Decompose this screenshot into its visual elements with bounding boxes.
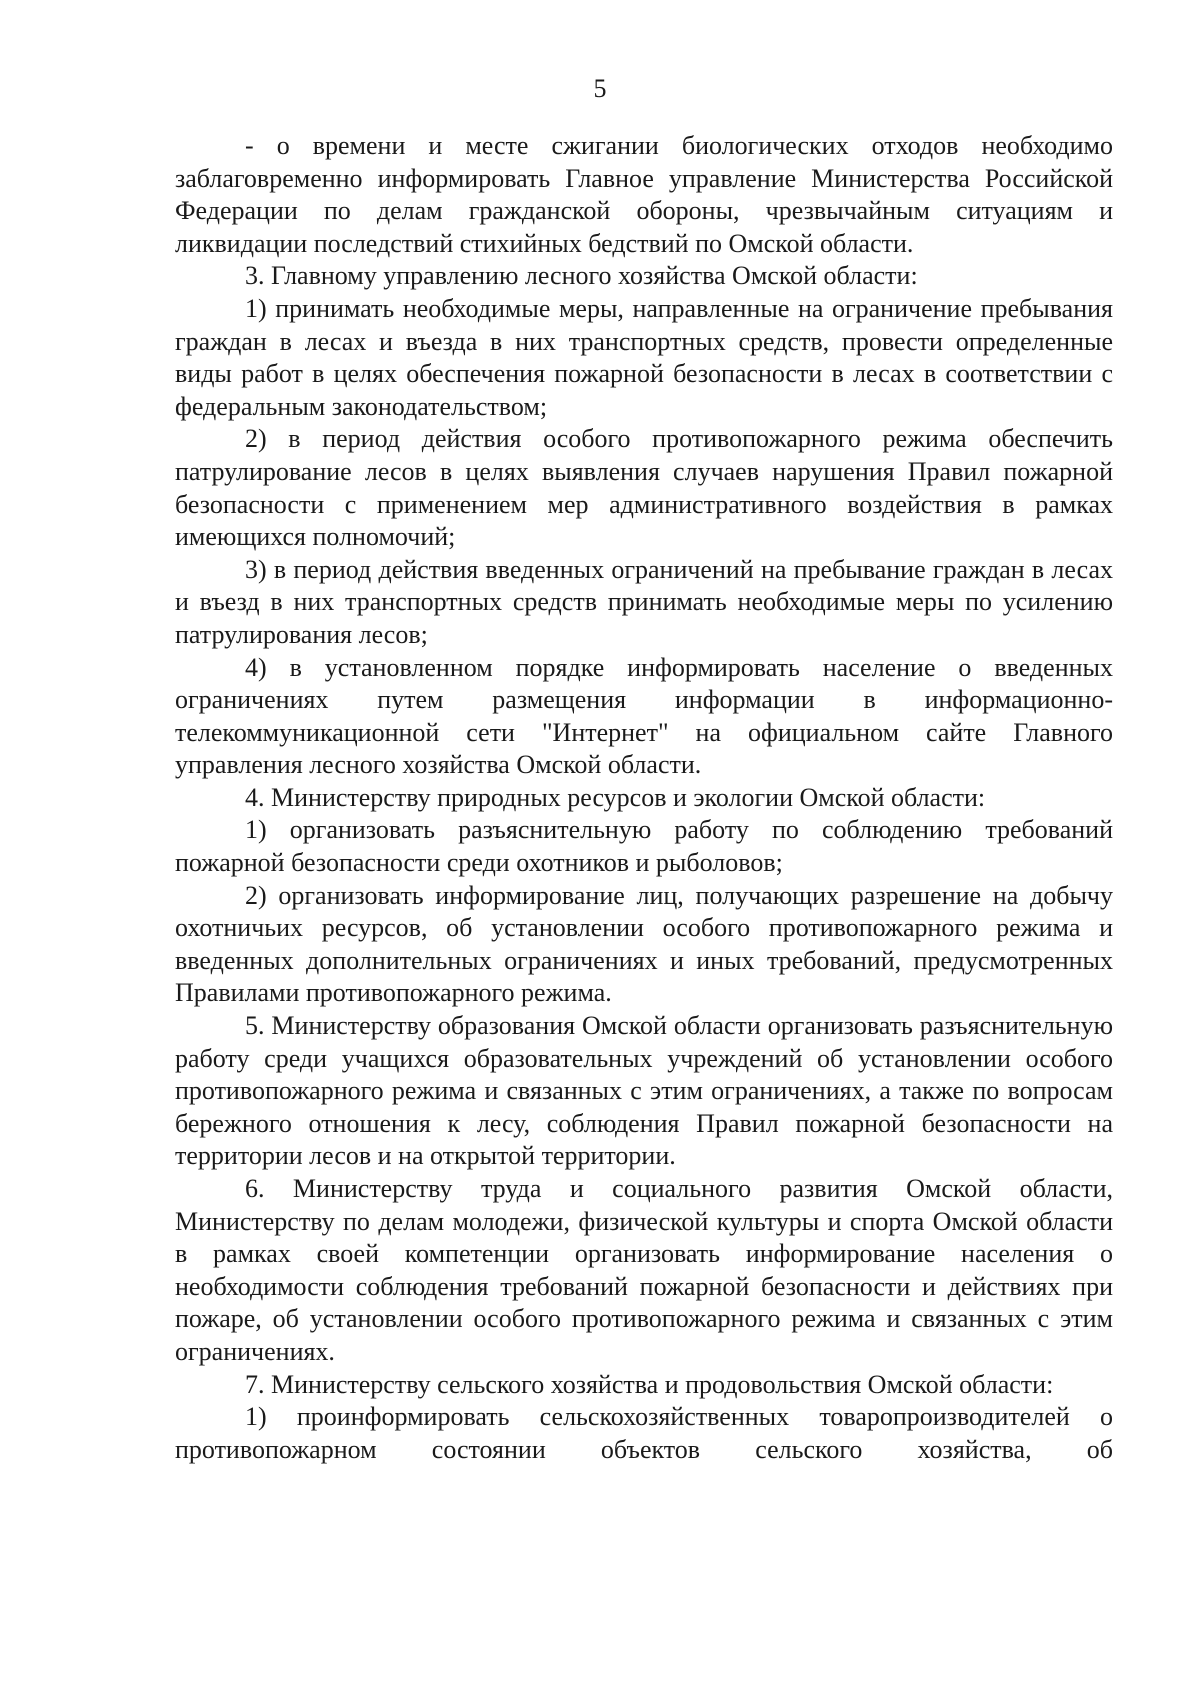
paragraph: 4) в установленном порядке информировать население о введенных ограничениях путем размещения информации в информационно-телекоммуникационной сети "Интернет" на официальном сайте Главного управления лесного хозяйства Омской области. (175, 652, 1113, 780)
paragraph: 2) организовать информирование лиц, получающих разрешение на добычу охотничьих ресурсов, об установлении особого противопожарного режима и введенных дополнительных ограничениях и иных требований, предусмотренных Правилами противопожарного режима. (175, 880, 1113, 1008)
paragraph: 1) проинформировать сельскохозяйственных товаропроизводителей о противопожарном состоянии объектов сельского хозяйства, об (175, 1402, 1113, 1464)
paragraph: 1) принимать необходимые меры, направленные на ограничение пребывания граждан в лесах и въезда в них транспортных средств, провести определенные виды работ в целях обеспечения пожарной безопасности в лесах в соответствии с федеральным законодательством; (175, 293, 1113, 421)
paragraph: 1) организовать разъяснительную работу по соблюдению требований пожарной безопасности среди охотников и рыболовов; (175, 815, 1113, 878)
paragraph: 3) в период действия введенных ограничений на пребывание граждан в лесах и въезд в них транспортных средств принимать необходимые меры по усилению патрулирования лесов; (175, 554, 1113, 649)
paragraph: 2) в период действия особого противопожарного режима обеспечить патрулирование лесов в целях выявления случаев нарушения Правил пожарной безопасности с применением мер административного воздействия в рамках имеющихся полномочий; (175, 424, 1113, 552)
page-number: 5 (593, 74, 607, 103)
document-body (175, 130, 1113, 1466)
paragraph: 6. Министерству труда и социального развития Омской области, Министерству по делам молодежи, физической культуры и спорта Омской области в рамках своей компетенции организовать информирование населения о необходимости соблюдения требований пожарной безопасности и действиях при пожаре, об установлении особого противопожарного режима и связанных с этим ограничениях. (175, 1174, 1113, 1366)
paragraph: 5. Министерству образования Омской области организовать разъяснительную работу среди учащихся образовательных учреждений об установлении особого противопожарного режима и связанных с этим ограничениях, а также по вопросам бережного отношения к лесу, соблюдения Правил пожарной безопасности на территории лесов и на открытой территории. (175, 1011, 1113, 1171)
paragraph: 7. Министерству сельского хозяйства и продовольствия Омской области: (245, 1369, 1054, 1399)
paragraph: 4. Министерству природных ресурсов и экологии Омской области: (245, 782, 986, 812)
paragraph: - о времени и месте сжигании биологических отходов необходимо заблаговременно информировать Главное управление Министерства Российской Федерации по делам гражданской обороны, чрезвычайным ситуациям и ликвидации последствий стихийных бедствий по Омской области. (175, 131, 1113, 258)
paragraph: 3. Главному управлению лесного хозяйства Омской области: (245, 261, 918, 291)
